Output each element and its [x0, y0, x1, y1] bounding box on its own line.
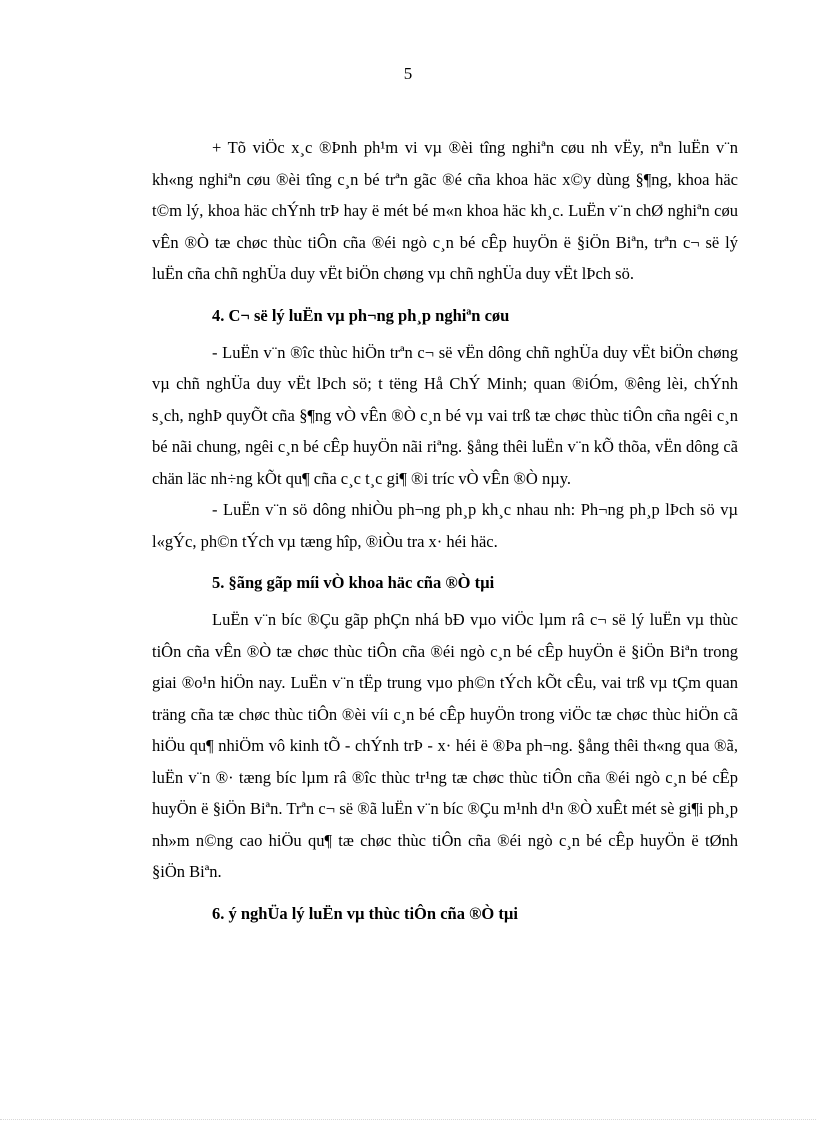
section-heading-5: 5. §ãng gãp míi vÒ khoa häc cña ®Ò tµi: [212, 573, 495, 592]
section-heading-6: 6. ý nghÜa lý luËn vµ thùc tiÔn cña ®Ò tµi: [212, 903, 518, 923]
paragraph-contribution: LuËn v¨n bíc ®Çu gãp phÇn nhá bÐ vµo viÖc lµm râ c¬ së lý luËn vµ thùc tiÔn cña vÊn ®Ò tæ chøc thùc tiÔn cña ®éi ngò c¸n bé cÊp huyÖn ë §iÖn Biªn trong giai ®o¹n hiÖn nay. LuËn v¨n tËp trung vµo ph©n tÝch kÕt cÊu, vai trß vµ tÇm quan träng cña tæ chøc thùc tiÔn ®èi víi c¸n bé cÊp huyÖn trong viÖc tæ chøc thùc hiÖn cã hiÖu qu¶ nhiÖm vô kinh tÕ - chÝnh trÞ - x· héi ë ®Þa ph¬ng. §ång thêi th«ng qua ®ã, luËn v¨n ®· tæng bíc lµm râ ®îc thùc tr¹ng tæ chøc thùc tiÔn cña ®éi ngò c¸n bé cÊp huyÖn ë §iÖn Biªn. Trªn c¬ së ®ã luËn v¨n bíc ®Çu m¹nh d¹n ®Ò xuÊt mét sè gi¶i ph¸p nh»m n©ng cao hiÖu qu¶ tæ chøc thùc tiÔn cña ®éi ngò c¸n bé cÊp huyÖn ë tØnh §iÖn Biªn.: [152, 610, 738, 881]
document-body: [152, 132, 738, 935]
page-bottom-border: [0, 1119, 816, 1120]
paragraph-basis: - LuËn v¨n ®îc thùc hiÖn trªn c¬ së vËn dông chñ nghÜa duy vËt biÖn chøng vµ chñ nghÜa duy vËt lÞch sö; t tëng Hå ChÝ Minh; quan ®iÓm, ®êng lèi, chÝnh s¸ch, nghÞ quyÕt cña §¶ng vÒ vÊn ®Ò c¸n bé vµ vai trß tæ chøc thùc tiÔn cña ngêi c¸n bé nãi chung, ngêi c¸n bé cÊp huyÖn nãi riªng. §ång thêi luËn v¨n kÕ thõa, vËn dông cã chän läc nh÷ng kÕt qu¶ cña c¸c t¸c gi¶ ®i tríc vÒ vÊn ®Ò nµy.: [152, 342, 738, 488]
paragraph-scope: + Tõ viÖc x¸c ®Þnh ph¹m vi vµ ®èi tîng nghiªn cøu nh vËy, nªn luËn v¨n kh«ng nghiªn cøu ®èi tîng c¸n bé trªn gãc ®é cña khoa häc x©y dùng §¶ng, khoa häc t©m lý, khoa häc chÝnh trÞ hay ë mét bé m«n khoa häc kh¸c. LuËn v¨n chØ nghiªn cøu vÊn ®Ò tæ chøc thùc tiÔn cña ®éi ngò c¸n bé cÊp huyÖn ë §iÖn Biªn, trªn c¬ së lý luËn cña chñ nghÜa duy vËt biÖn chøng vµ chñ nghÜa duy vËt lÞch sö.: [152, 138, 738, 283]
page-number: 5: [403, 64, 413, 83]
section-heading-4: 4. C¬ së lý luËn vµ ph¬ng ph¸p nghiªn cøu: [212, 305, 510, 325]
paragraph-methods: - LuËn v¨n sö dông nhiÒu ph¬ng ph¸p kh¸c nhau nh: Ph¬ng ph¸p lÞch sö vµ l«gÝc, ph©n tÝch vµ tæng hîp, ®iÒu tra x· héi häc.: [152, 500, 738, 551]
